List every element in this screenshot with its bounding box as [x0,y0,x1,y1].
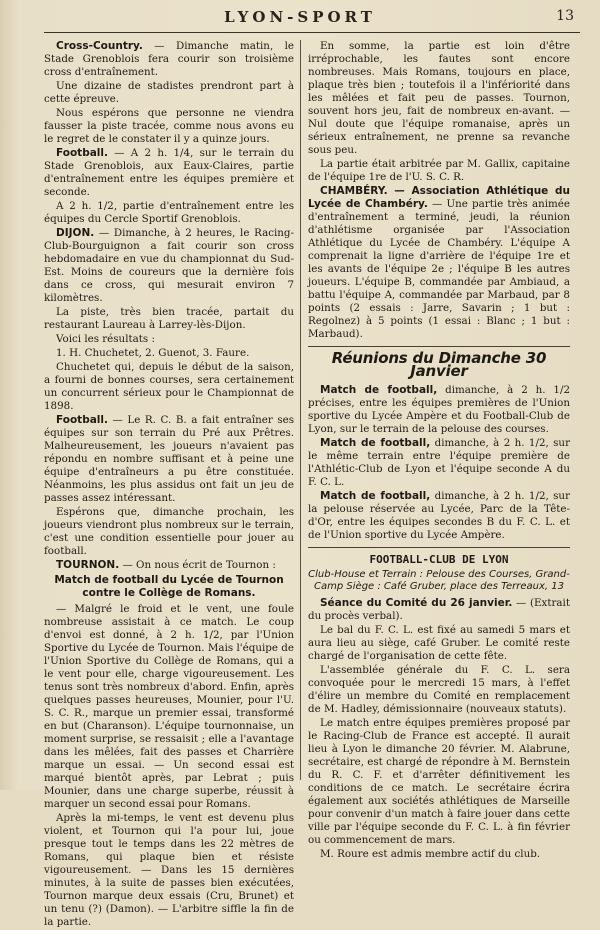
paragraph-text: L'assemblée générale du F. C. L. sera convoquée pour le mercredi 15 mars, à l'effet d'élire un membre du Comité en remplacement de M. Hadley, démissionnaire (nouveaux statuts). [308,664,570,715]
section-rule [308,346,570,347]
paragraph-heading: Football. [56,414,108,426]
paragraph-heading: TOURNON. [56,559,120,571]
left-column [44,40,294,930]
article-paragraph [308,158,570,184]
article-paragraph [44,347,294,360]
paragraph-text: Chuchetet qui, depuis le début de la saison, a fourni de bonnes courses, sera certainement un concurrent sérieux pour le Championnat de 1898. [44,361,294,412]
paragraph-text: A 2 h. 1/2, partie d'entraînement entre les équipes du Cercle Sportif Grenoblois. [44,200,294,225]
masthead-title: LYON-SPORT [224,8,376,26]
article-paragraph [44,414,294,505]
paragraph-text: dimanche, à 2 h. 1/2 précises, entre les équipes premières de l'Union sportive du Lycée Ampère et du Football-Club de Lyon, sur le terrain de la pelouse des courses. [308,384,570,435]
article-paragraph [44,306,294,332]
paragraph-text: — (Extrait du procès verbal). [308,597,570,622]
right-column [308,40,570,862]
paragraph-text: — Une partie très animée d'entraînement a terminé, jeudi, la réunion d'athlétisme organisée par l'Association Athlétique du Lycée de Chambéry. L'équipe A comprenait la ligne d'arrière de l'équipe 1re et les avants de l'équipe 2e ; l'équipe B les autres joueurs. L'équipe B, commandée par Ambiaud, a battu l'équipe A, commandée par Marbaud, par 8 points (2 essais : Jarre, Savarin ; 1 but : Regolnez) à 5 points (1 essai : Blanc ; 1 but : Marbaud). [308,198,570,340]
right-top-articles [308,40,570,341]
paragraph-heading: Cross-Country. [56,40,143,52]
paragraph-text: — Malgré le froid et le vent, une foule nombreuse assistait à ce match. Le coup d'envoi est donné, à 2 h. 1/2, par l'Union Sportive du Lycée de Tournon. Mais l'équipe de l'Union Sportive du Collège de Romans, qui a le vent pour elle, charge vigoureusement. Les tenus sont très nombreux d'abord. Enfin, après quelques passes heureuses, Mounier, pour l'U. S. C. R., marque un premier essai, transformé en but (Charanson). L'équipe tournonnaise, un moment surprise, se ressaisit ; elle a l'avantage dans les mêlées, fait des passes et Charrière marque un essai. — Un second essai est marqué bientôt après, par Lebrat ; puis Mounier, dans une charge superbe, réussit à marquer un second essai pour Romans. [44,603,294,810]
article-paragraph [44,361,294,413]
paragraph-text: — On nous écrit de Tournon : [119,559,276,571]
article-paragraph [44,559,294,572]
article-paragraph [308,597,570,623]
article-paragraph [44,80,294,106]
paragraph-text: Après la mi-temps, le vent est devenu plus violent, et Tournon qui l'a pour lui, joue presque tout le temps dans les 22 mètres de Romans, qui plaque bien et résiste vigoureusement. — Dans les 15 dernières minutes, à la suite de passes bien exécutées, Tournon marque deux essais (Cru, Brunet) et un tenu (?) (Damon). — L'arbitre siffle la fin de la partie. [44,812,294,928]
paragraph-text: En somme, la partie est loin d'être irréprochable, les fautes sont encore nombreuses. Mais Romans, toujours en place, plaque très bien ; toutefois il a l'infériorité dans les mêlées et fait peu de passes. Tournon, souvent hors jeu, fait de nombreux en-avant. — Nul doute que l'équipe romanaise, après un sérieux entraînement, ne prenne sa revanche sous peu. [308,40,570,156]
page-header [0,8,600,28]
club-minutes [308,597,570,861]
paragraph-heading: Match de football, [320,490,431,502]
club-title: FOOTBALL-CLUB DE LYON [369,553,509,566]
article-paragraph [44,40,294,79]
article-subheading: Match de football du Lycée de Tournon contre le Collège de Romans. [54,574,284,599]
paragraph-heading: Match de football, [320,437,431,449]
page-number: 13 [556,8,574,24]
paragraph-text: Nous espérons que personne ne viendra fausser la piste tracée, comme nous avons eu le regret de le constater il y a quinze jours. [44,107,294,145]
paragraph-heading: CHAMBÉRY. — Association Athlétique du Lycée de Chambéry. [308,185,570,210]
paragraph-text: — A 2 h. 1/4, sur le terrain du Stade Grenoblois, aux Eaux-Claires, partie d'entraînement entre les équipes première et seconde. [44,147,294,198]
paragraph-text: Une dizaine de stadistes prendront part à cette épreuve. [44,80,294,105]
paragraph-heading: DIJON. [56,227,95,239]
article-paragraph [44,147,294,199]
paragraph-text: — Dimanche, à 2 heures, le Racing-Club-Bourguignon a fait courir son cross hebdomadaire en vue du championnat du Sud-Est. Moins de coureurs que la dernière fois dans ce cross, qui mesurait environ 7 kilomètres. [44,227,294,304]
article-paragraph [44,200,294,226]
paragraph-text: 1. H. Chuchetet, 2. Guenot, 3. Faure. [56,347,250,359]
article-paragraph [308,185,570,341]
section-rule [308,547,570,548]
reunions-list [308,384,570,542]
paragraph-text: — Le R. C. B. a fait entraîner ses équipes sur son terrain du Pré aux Prêtres. Malheureusement, les joueurs n'avaient pas répondu en nombre suffisant et à peine une équipe d'entraîneurs a pu être constituée. Néanmoins, les plus assidus ont fait un jeu de passes assez intéressant. [44,414,294,504]
article-paragraph [308,624,570,663]
article-paragraph [44,603,294,811]
article-paragraph [44,227,294,305]
article-paragraph [44,333,294,346]
paragraph-text: Espérons que, dimanche prochain, les joueurs viendront plus nombreux sur le terrain, c'est une condition essentielle pour jouer au football. [44,506,294,557]
paragraph-text: La piste, très bien tracée, partait du restaurant Laureau à Larrey-lès-Dijon. [44,306,294,331]
article-paragraph [308,384,570,436]
club-subtitle: Club-House et Terrain : Pelouse des Courses, Grand-Camp Siège : Café Gruber, place des Terreaux, 13 [308,569,570,592]
article-paragraph [308,848,570,861]
reunions-title: Réunions du Dimanche 30 Janvier [331,349,547,380]
article-paragraph [44,107,294,146]
article-paragraph [308,664,570,716]
article-paragraph [308,717,570,847]
column-divider [300,40,301,780]
paragraph-text: M. Roure est admis membre actif du club. [320,848,541,860]
paragraph-heading: Football. [56,147,108,159]
article-paragraph [44,812,294,929]
paragraph-heading: Match de football, [320,384,438,396]
paragraph-text: dimanche, à 2 h. 1/2, sur le même terrain entre l'équipe première de l'Athlétic-Club de Lyon et l'équipe seconde A du F. C. L. [308,437,570,488]
article-paragraph [308,490,570,542]
paragraph-text: Voici les résultats : [56,333,155,345]
article-paragraph [308,40,570,157]
article-paragraph [308,437,570,489]
paragraph-text: — Dimanche matin, le Stade Grenoblois fera courir son troisième cross d'entraînement. [44,40,294,78]
paragraph-heading: Séance du Comité du 26 janvier. [320,597,513,609]
article-paragraph [44,506,294,558]
paragraph-text: Le bal du F. C. L. est fixé au samedi 5 mars et aura lieu au siège, café Gruber. Le comité reste chargé de l'organisation de cette fête. [308,624,570,662]
header-rule [44,32,580,33]
paragraph-text: dimanche, à 2 h. 1/2, sur la pelouse réservée au Lycée, Parc de la Tête-d'Or, entre les équipes secondes B du F. C. L. et de l'Union sportive du Lycée Ampère. [308,490,570,541]
paragraph-text: Le match entre équipes premières proposé par le Racing-Club de France est accepté. Il aurait lieu à Lyon le dimanche 20 février. M. Alabrune, secrétaire, est chargé de répondre à M. Bernstein du R. C. F. et d'arrêter définitivement les conditions de ce match. Le secrétaire écrira également aux sociétés athlétiques de Marseille pour convenir d'un match à faire jouer dans cette ville par l'équipe seconde du F. C. L. à fin février ou commencement de mars. [308,717,570,846]
paragraph-text: La partie était arbitrée par M. Gallix, capitaine de l'équipe 1re de l'U. S. C. R. [308,158,570,183]
